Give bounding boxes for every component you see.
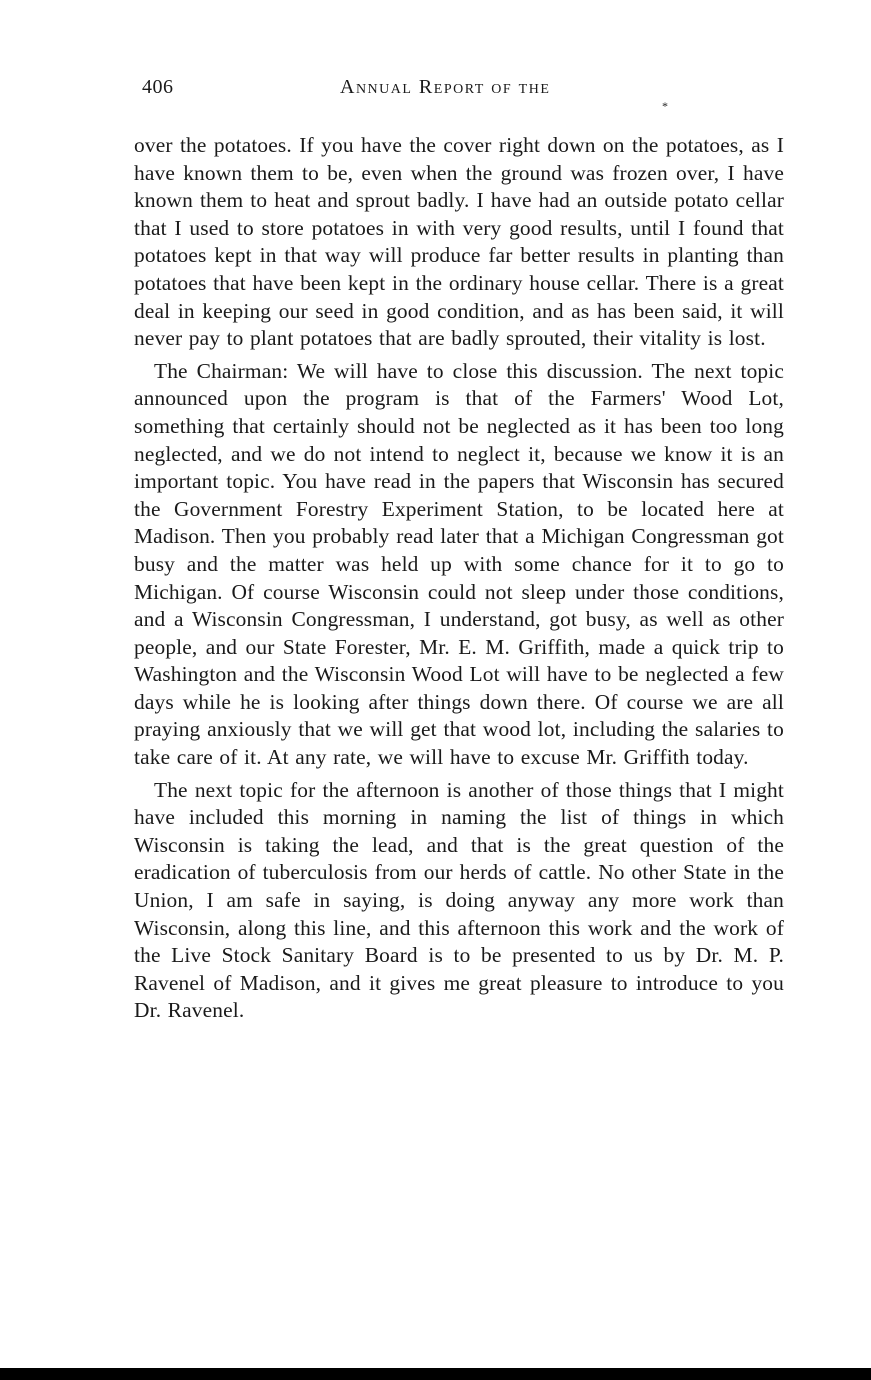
running-title: Annual Report of the (340, 76, 551, 98)
paragraph-potatoes: over the potatoes. If you have the cover right down on the potatoes, as I have known them to be, even when the ground was frozen over, I have known them to heat and sprout badly. I have had an outside potato cellar that I used to store potatoes in with very good results, until I found that potatoes kept in that way will produce far better results in planting than potatoes that have been kept in the ordinary house cellar. There is a great deal in keeping our seed in good condition, and as has been said, it will never pay to plant potatoes that are badly sprouted, their vitality is lost. (134, 133, 784, 351)
page-number: 406 (142, 76, 174, 98)
page-header (140, 76, 780, 113)
paragraph-chairman-wood-lot: The Chairman: We will have to close this discussion. The next topic announced upon the program is that of the Farmers' Wood Lot, something that certainly should not be neglected as it has been too long neglected, and we do not intend to neglect it, because we know it is an important topic. You have read in the papers that Wisconsin has secured the Government Forestry Experiment Station, to be located here at Madison. Then you probably read later that a Michigan Congressman got busy and the matter was held up with some chance for it to go to Michigan. Of course Wisconsin could not sleep under those conditions, and a Wisconsin Congressman, I understand, got busy, as well as other people, and our State Forester, Mr. E. M. Griffith, made a quick trip to Washington and the Wisconsin Wood Lot will have to be neglected a few days while he is looking after things down there. Of course we are all praying anxiously that we will get that wood lot, including the salaries to take care of it. At any rate, we will have to excuse Mr. Griffith today. (134, 358, 784, 770)
body-text (134, 132, 784, 1030)
scan-bottom-edge (0, 1368, 871, 1380)
print-speck-mark: * (662, 99, 668, 113)
paragraph-tuberculosis-topic: The next topic for the afternoon is another of those things that I might have included this morning in naming the list of things in which Wisconsin is taking the lead, and that is the great question of the eradication of tuberculosis from our herds of cattle. No other State in the Union, I am safe in saying, is doing anyway any more work than Wisconsin, along this line, and this afternoon this work and the work of the Live Stock Sanitary Board is to be presented to us by Dr. M. P. Ravenel of Madison, and it gives me great pleasure to introduce to you Dr. Ravenel. (134, 777, 784, 1023)
